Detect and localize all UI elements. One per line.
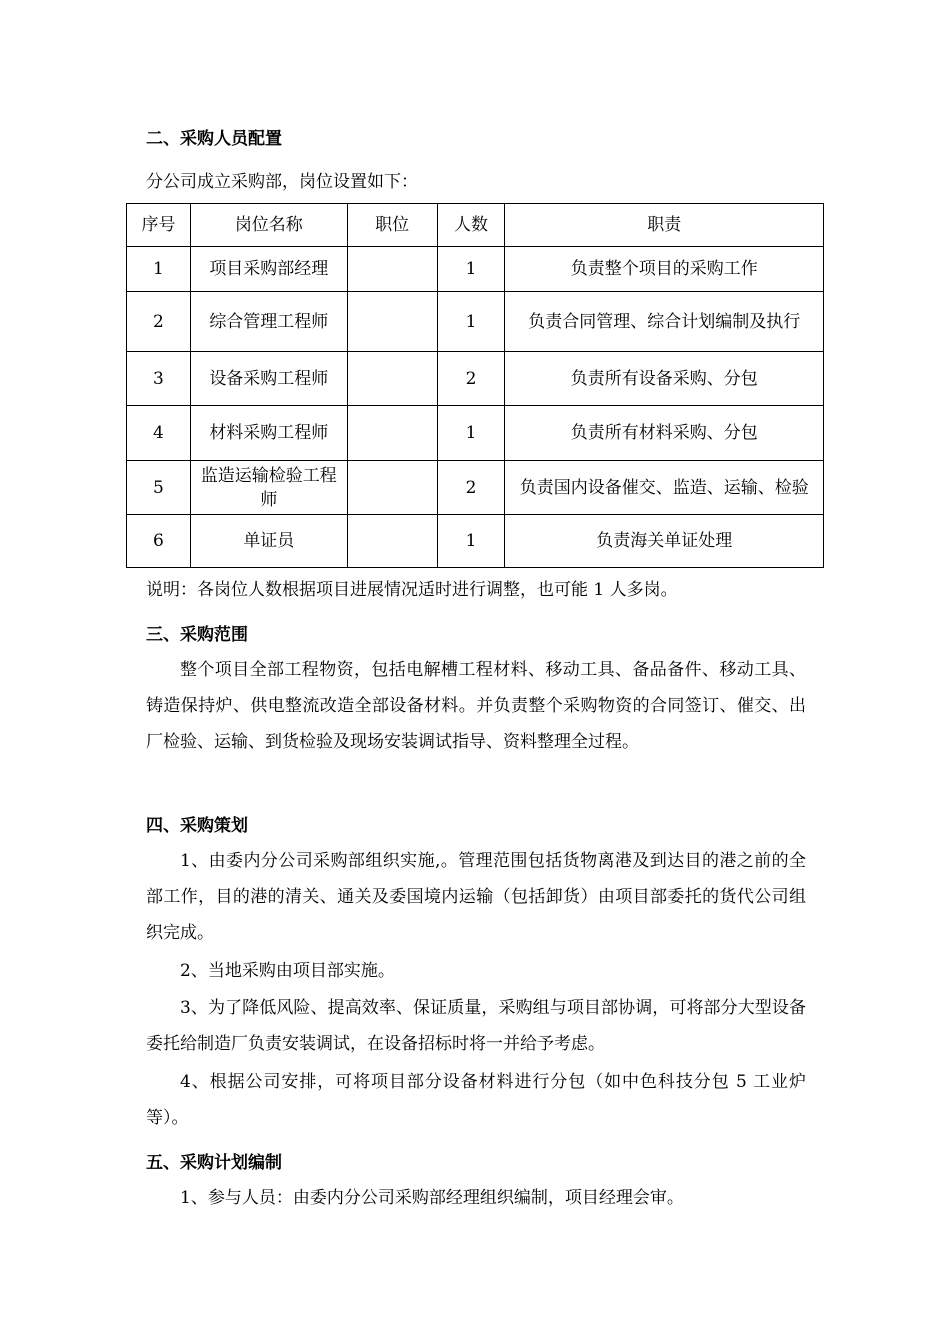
cell-position [347, 247, 437, 292]
cell-no: 6 [127, 515, 191, 568]
cell-count: 1 [437, 406, 505, 461]
header-cell-name: 岗位名称 [190, 204, 347, 247]
cell-no: 1 [127, 247, 191, 292]
staffing-table [126, 203, 824, 568]
section-5-title: 五、采购计划编制 [146, 1153, 282, 1173]
cell-position [347, 515, 437, 568]
header-cell-duty: 职责 [505, 204, 824, 247]
cell-name: 项目采购部经理 [190, 247, 347, 292]
table-note: 说明：各岗位人数根据项目进展情况适时进行调整，也可能 1 人多岗。 [146, 580, 678, 600]
cell-count: 2 [437, 352, 505, 406]
cell-name: 监造运输检验工程师 [190, 461, 347, 515]
cell-duty: 负责所有设备采购、分包 [505, 352, 824, 406]
header-cell-count: 人数 [437, 204, 505, 247]
cell-count: 2 [437, 461, 505, 515]
section-4-item-1: 1、由委内分公司采购部组织实施,。管理范围包括货物离港及到达目的港之前的全部工作，目的港的清关、通关及委国境内运输（包括卸货）由项目部委托的货代公司组织完成。 [146, 851, 806, 943]
section-5-item-1: 1、参与人员：由委内分公司采购部经理组织编制，项目经理会审。 [180, 1188, 684, 1208]
cell-duty: 负责整个项目的采购工作 [505, 247, 824, 292]
cell-name: 材料采购工程师 [190, 406, 347, 461]
section-2-title: 二、采购人员配置 [146, 129, 282, 149]
cell-position [347, 406, 437, 461]
cell-count: 1 [437, 292, 505, 352]
cell-no: 2 [127, 292, 191, 352]
header-cell-position: 职位 [347, 204, 437, 247]
header-cell-no: 序号 [127, 204, 191, 247]
cell-no: 5 [127, 461, 191, 515]
cell-duty: 负责合同管理、综合计划编制及执行 [505, 292, 824, 352]
cell-count: 1 [437, 515, 505, 568]
table-row [127, 292, 824, 352]
cell-position [347, 292, 437, 352]
cell-name: 单证员 [190, 515, 347, 568]
cell-name: 设备采购工程师 [190, 352, 347, 406]
cell-no: 4 [127, 406, 191, 461]
section-2-intro: 分公司成立采购部，岗位设置如下： [146, 172, 418, 192]
section-3-body: 整个项目全部工程物资，包括电解槽工程材料、移动工具、备品备件、移动工具、铸造保持炉、供电整流改造全部设备材料。并负责整个采购物资的合同签订、催交、出厂检验、运输、到货检验及现场安装调试指导、资料整理全过程。 [146, 660, 806, 752]
table-header-row [127, 204, 824, 247]
table-row [127, 406, 824, 461]
table-row [127, 247, 824, 292]
section-4-item-2: 2、当地采购由项目部实施。 [180, 961, 395, 981]
section-3-title: 三、采购范围 [146, 625, 248, 645]
table-row [127, 461, 824, 515]
section-4-title: 四、采购策划 [146, 816, 248, 836]
cell-position [347, 352, 437, 406]
cell-no: 3 [127, 352, 191, 406]
cell-duty: 负责海关单证处理 [505, 515, 824, 568]
cell-duty: 负责国内设备催交、监造、运输、检验 [505, 461, 824, 515]
section-4-item-3: 3、为了降低风险、提高效率、保证质量，采购组与项目部协调，可将部分大型设备委托给制造厂负责安装调试，在设备招标时将一并给予考虑。 [146, 998, 806, 1054]
table-row [127, 352, 824, 406]
section-4-item-4: 4、根据公司安排，可将项目部分设备材料进行分包（如中色科技分包 5 工业炉等）。 [146, 1072, 806, 1128]
cell-name: 综合管理工程师 [190, 292, 347, 352]
cell-count: 1 [437, 247, 505, 292]
table-row [127, 515, 824, 568]
cell-duty: 负责所有材料采购、分包 [505, 406, 824, 461]
cell-position [347, 461, 437, 515]
